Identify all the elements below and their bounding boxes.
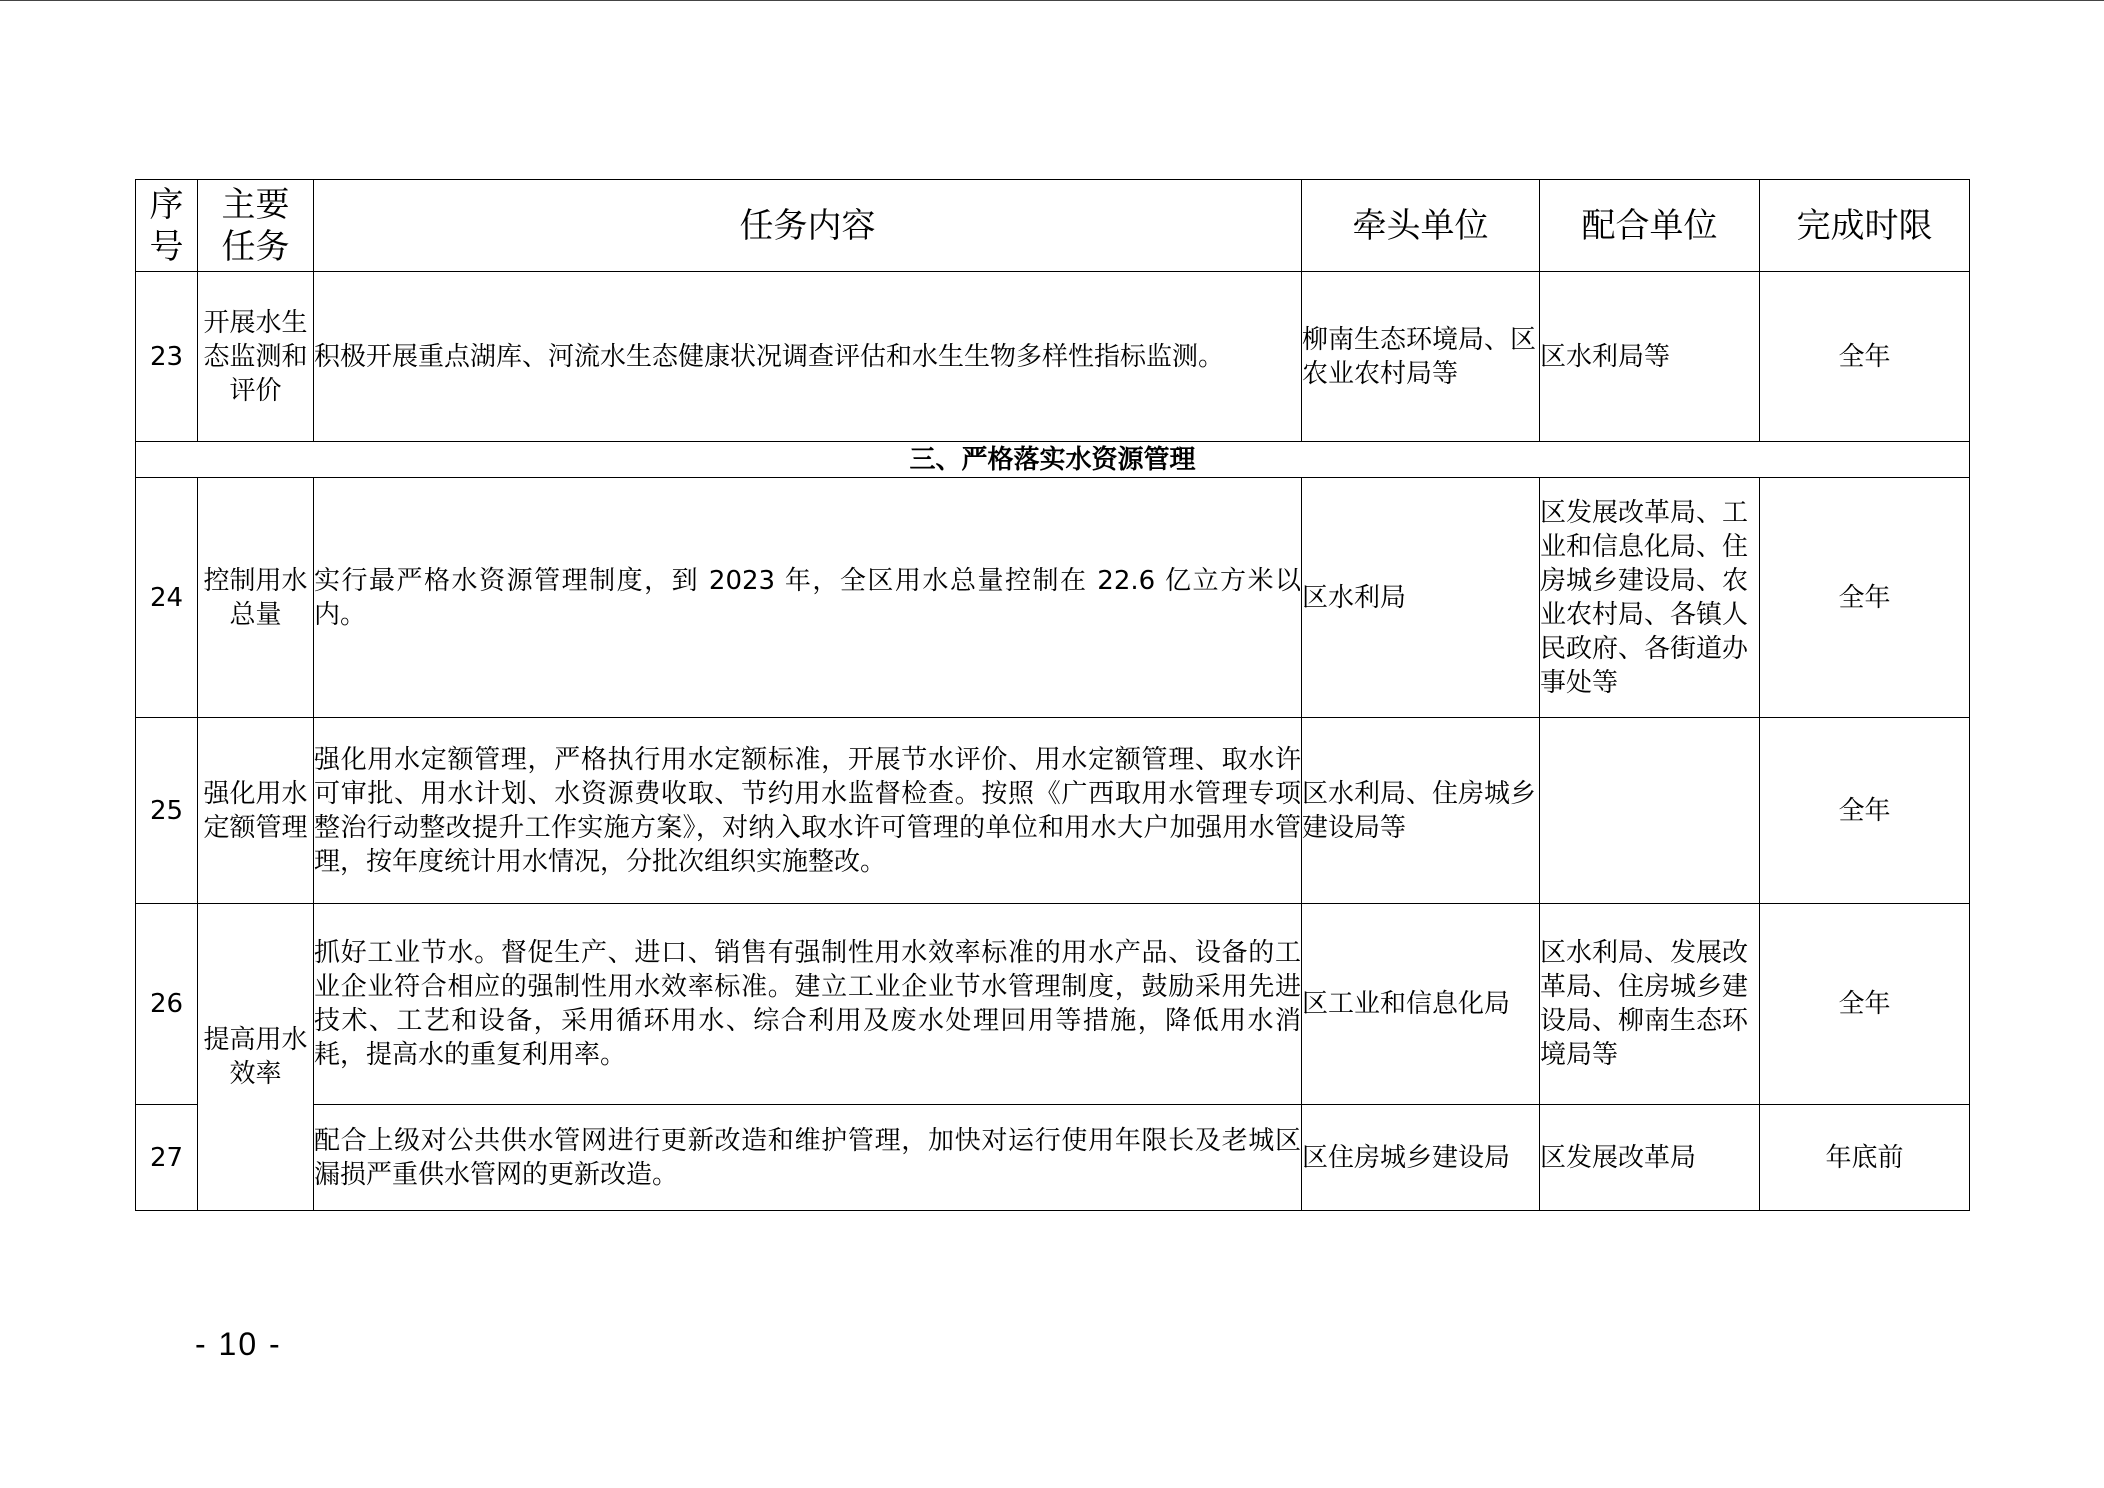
- table-row: [136, 1105, 1970, 1211]
- section-title: 三、严格落实水资源管理: [136, 442, 1970, 478]
- task-table: [135, 179, 1970, 1211]
- header-coop: 配合单位: [1540, 180, 1760, 272]
- row-content: 强化用水定额管理，严格执行用水定额标准，开展节水评价、用水定额管理、取水许可审批、用水计划、水资源费收取、节约用水监督检查。按照《广西取用水管理专项整治行动整改提升工作实施方案》，对纳入取水许可管理的单位和用水大户加强用水管理，按年度统计用水情况，分批次组织实施整改。: [314, 718, 1302, 904]
- header-num: 序号: [136, 180, 198, 272]
- row-coop: [1540, 718, 1760, 904]
- row-num: 23: [136, 272, 198, 442]
- row-deadline: 全年: [1760, 478, 1970, 718]
- row-task: 提高用水效率: [198, 904, 314, 1211]
- row-lead: 区工业和信息化局: [1302, 904, 1540, 1105]
- header-task: 主要任务: [198, 180, 314, 272]
- row-num: 24: [136, 478, 198, 718]
- row-lead: 区水利局: [1302, 478, 1540, 718]
- row-content: 配合上级对公共供水管网进行更新改造和维护管理，加快对运行使用年限长及老城区漏损严重供水管网的更新改造。: [314, 1105, 1302, 1211]
- row-deadline: 年底前: [1760, 1105, 1970, 1211]
- table-row: [136, 272, 1970, 442]
- header-lead: 牵头单位: [1302, 180, 1540, 272]
- table-row: [136, 478, 1970, 718]
- header-deadline: 完成时限: [1760, 180, 1970, 272]
- table-row: [136, 718, 1970, 904]
- page-number: - 10 -: [195, 1326, 282, 1362]
- top-border: [0, 0, 2104, 1]
- row-lead: 柳南生态环境局、区农业农村局等: [1302, 272, 1540, 442]
- row-content: 实行最严格水资源管理制度，到 2023 年，全区用水总量控制在 22.6 亿立方米以内。: [314, 478, 1302, 718]
- row-task: 控制用水总量: [198, 478, 314, 718]
- row-coop: 区水利局、发展改革局、住房城乡建设局、柳南生态环境局等: [1540, 904, 1760, 1105]
- row-num: 27: [136, 1105, 198, 1211]
- row-lead: 区水利局、住房城乡建设局等: [1302, 718, 1540, 904]
- row-deadline: 全年: [1760, 904, 1970, 1105]
- row-content: 积极开展重点湖库、河流水生态健康状况调查评估和水生生物多样性指标监测。: [314, 272, 1302, 442]
- row-num: 25: [136, 718, 198, 904]
- row-coop: 区水利局等: [1540, 272, 1760, 442]
- row-num: 26: [136, 904, 198, 1105]
- row-coop: 区发展改革局、工业和信息化局、住房城乡建设局、农业农村局、各镇人民政府、各街道办事处等: [1540, 478, 1760, 718]
- section-row: [136, 442, 1970, 478]
- row-lead: 区住房城乡建设局: [1302, 1105, 1540, 1211]
- row-coop: 区发展改革局: [1540, 1105, 1760, 1211]
- row-deadline: 全年: [1760, 272, 1970, 442]
- row-task: 强化用水定额管理: [198, 718, 314, 904]
- row-deadline: 全年: [1760, 718, 1970, 904]
- table-row: [136, 904, 1970, 1105]
- table-header-row: [136, 180, 1970, 272]
- row-task: 开展水生态监测和评价: [198, 272, 314, 442]
- row-content: 抓好工业节水。督促生产、进口、销售有强制性用水效率标准的用水产品、设备的工业企业符合相应的强制性用水效率标准。建立工业企业节水管理制度，鼓励采用先进技术、工艺和设备，采用循环用水、综合利用及废水处理回用等措施，降低用水消耗，提高水的重复利用率。: [314, 904, 1302, 1105]
- header-content: 任务内容: [314, 180, 1302, 272]
